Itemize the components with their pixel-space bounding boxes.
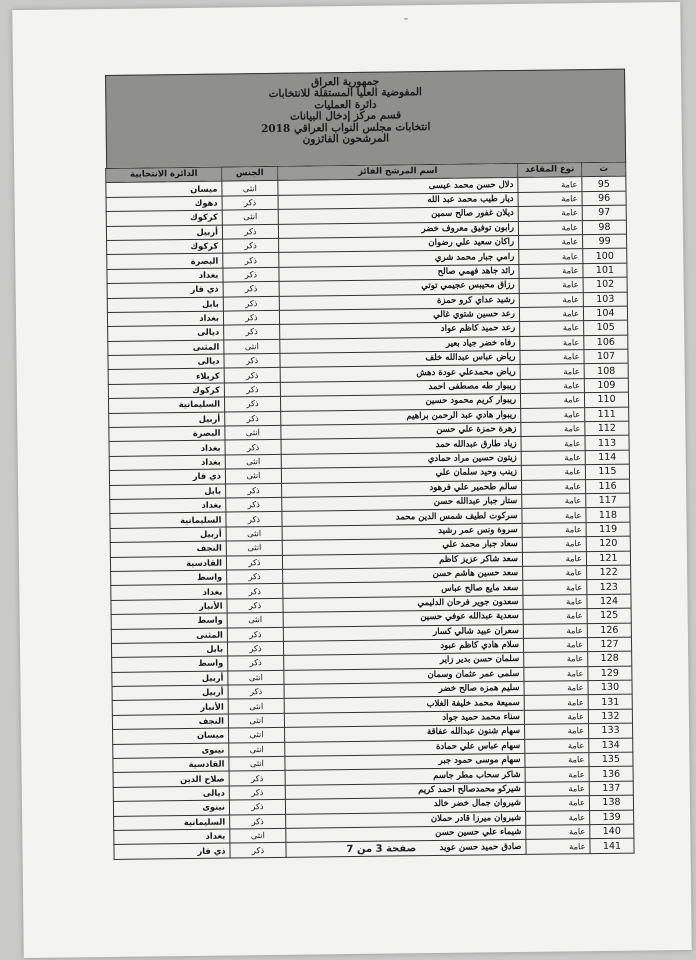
cell-gender: ذكر	[224, 325, 280, 340]
corner-mark: ـ	[404, 9, 408, 23]
cell-district: ديالى	[113, 786, 229, 802]
header-line-department: دائرة العمليات	[314, 98, 377, 112]
cell-name: رزاق محيبس عجيمي توتي	[279, 279, 519, 296]
cell-gender: ذكر	[228, 684, 284, 699]
cell-district: أربيل	[112, 685, 228, 701]
cell-name: شيروان ميرزا قادر حملان	[286, 811, 526, 828]
cell-gender: انثى	[228, 713, 284, 728]
cell-gender: انثى	[226, 541, 282, 556]
cell-num: 132	[588, 709, 632, 724]
cell-district: كركوك	[108, 383, 224, 399]
cell-name: رشيد عداي كرو حمزة	[279, 293, 519, 310]
results-sheet	[105, 69, 635, 860]
cell-num: 116	[586, 479, 630, 494]
cell-name: سعران عبيد شالي كسار	[283, 624, 523, 641]
cell-gender: ذكر	[227, 598, 283, 613]
cell-type: عامة	[524, 695, 588, 710]
cell-gender: ذكر	[230, 843, 286, 858]
cell-num: 121	[586, 551, 630, 566]
cell-type: عامة	[520, 364, 584, 379]
cell-name: سلمى عمر عثمان وسمان	[284, 667, 524, 684]
cell-district: النجف	[112, 714, 228, 730]
cell-name: رائد جاهد فهمي صالح	[279, 264, 519, 281]
cell-num: 102	[583, 277, 627, 292]
cell-district: كربلاء	[108, 369, 224, 385]
cell-num: 117	[586, 493, 630, 508]
cell-district: بابل	[110, 484, 226, 500]
cell-type: عامة	[526, 839, 590, 854]
cell-num: 125	[587, 608, 631, 623]
cell-num: 141	[590, 838, 634, 853]
cell-district: نينوى	[113, 800, 229, 816]
cell-num: 108	[584, 364, 628, 379]
cell-num: 99	[583, 234, 627, 249]
cell-num: 115	[585, 464, 629, 479]
cell-name: رابون توفيق معروف خضر	[278, 221, 518, 238]
column-header-name: اسم المرشح الفائز	[278, 163, 518, 180]
cell-num: 130	[588, 680, 632, 695]
cell-name: سركوت لطيف شمس الدين محمد	[282, 509, 522, 526]
winners-table	[105, 162, 634, 860]
cell-name: ديار طيب محمد عبد الله	[278, 192, 518, 209]
cell-type: عامة	[519, 292, 583, 307]
cell-num: 104	[583, 306, 627, 321]
cell-gender: ذكر	[222, 224, 278, 239]
cell-district: السليمانية	[110, 512, 226, 528]
column-header-gender: الجنس	[222, 166, 278, 181]
cell-name: زياد طارق عبدالله حمد	[281, 437, 521, 454]
cell-gender: ذكر	[224, 368, 280, 383]
cell-num: 107	[584, 349, 628, 364]
cell-type: عامة	[523, 566, 587, 581]
cell-gender: انثى	[222, 181, 278, 196]
cell-name: ريبوار كريم محمود حسين	[280, 394, 520, 411]
cell-gender: انثى	[228, 670, 284, 685]
cell-district: المثنى	[108, 340, 224, 356]
cell-num: 120	[586, 536, 630, 551]
document-page	[12, 2, 692, 958]
cell-num: 109	[584, 378, 628, 393]
header-line-commission: المفوضية العليا المستقلة للانتخابات	[268, 86, 423, 101]
cell-gender: ذكر	[226, 497, 282, 512]
cell-type: عامة	[520, 321, 584, 336]
cell-num: 106	[584, 335, 628, 350]
cell-gender: انثى	[230, 828, 286, 843]
cell-name: راكان سعيد علي رضوان	[279, 235, 519, 252]
column-header-district: الدائرة الانتخابية	[106, 167, 222, 183]
cell-type: عامة	[525, 753, 589, 768]
cell-num: 119	[586, 522, 630, 537]
cell-gender: ذكر	[227, 641, 283, 656]
cell-gender: ذكر	[226, 512, 282, 527]
cell-name: ستار جبار عبدالله حسن	[282, 494, 522, 511]
cell-gender: انثى	[225, 469, 281, 484]
cell-name: سميعة محمد خليفة الغلاب	[284, 696, 524, 713]
cell-gender: ذكر	[226, 483, 282, 498]
cell-num: 118	[586, 507, 630, 522]
cell-name: سعدون جوير فرحان الدليمي	[283, 595, 523, 612]
cell-gender: انثى	[226, 526, 282, 541]
cell-type: عامة	[519, 263, 583, 278]
cell-num: 100	[583, 248, 627, 263]
cell-gender: ذكر	[223, 267, 279, 282]
cell-num: 136	[589, 766, 633, 781]
cell-num: 124	[587, 594, 631, 609]
cell-type: عامة	[526, 825, 590, 840]
cell-district: أربيل	[110, 527, 226, 543]
cell-district: ديالى	[108, 325, 224, 341]
cell-name: شيماء علي حسين حسن	[286, 825, 526, 842]
cell-name: سالم طحمير علي فرهود	[282, 480, 522, 497]
cell-name: سهام عباس علي حمادة	[285, 739, 525, 756]
cell-district: البصرة	[109, 426, 225, 442]
page-number: صفحة 3 من 7	[346, 843, 417, 856]
cell-gender: ذكر	[225, 440, 281, 455]
cell-gender: انثى	[229, 728, 285, 743]
cell-district: دهوك	[106, 196, 222, 212]
cell-name: زينب وحيد سلمان علي	[281, 466, 521, 483]
cell-district: بغداد	[111, 584, 227, 600]
cell-gender: ذكر	[223, 296, 279, 311]
cell-type: عامة	[523, 623, 587, 638]
cell-district: ميسان	[106, 181, 222, 197]
cell-num: 98	[582, 220, 626, 235]
cell-gender: ذكر	[229, 771, 285, 786]
cell-type: عامة	[525, 796, 589, 811]
cell-district: النجف	[110, 541, 226, 557]
cell-district: بابل	[107, 297, 223, 313]
cell-num: 140	[590, 824, 634, 839]
cell-district: واسط	[111, 613, 227, 629]
cell-num: 122	[587, 565, 631, 580]
cell-num: 138	[589, 795, 633, 810]
cell-gender: ذكر	[224, 353, 280, 368]
cell-district: واسط	[111, 570, 227, 586]
cell-district: بغداد	[109, 455, 225, 471]
header-line-winners: المرشحون الفائزون	[302, 132, 390, 146]
cell-num: 110	[584, 392, 628, 407]
cell-type: عامة	[518, 177, 582, 192]
cell-type: عامة	[520, 393, 584, 408]
cell-district: أربيل	[109, 412, 225, 428]
cell-district: بغداد	[107, 311, 223, 327]
cell-type: عامة	[522, 522, 586, 537]
cell-gender: ذكر	[224, 382, 280, 397]
cell-gender: ذكر	[223, 238, 279, 253]
cell-gender: ذكر	[223, 310, 279, 325]
cell-type: عامة	[520, 335, 584, 350]
cell-type: عامة	[518, 191, 582, 206]
cell-name: سناء محمد حميد جواد	[284, 710, 524, 727]
cell-district: ذي قار	[114, 843, 230, 859]
cell-gender: ذكر	[227, 584, 283, 599]
cell-type: عامة	[521, 422, 585, 437]
cell-type: عامة	[524, 709, 588, 724]
cell-type: عامة	[521, 436, 585, 451]
cell-name: ريبوار هادي عبد الرحمن براهيم	[281, 408, 521, 425]
cell-name: رعد حسين شتوي غالي	[279, 307, 519, 324]
cell-type: عامة	[523, 580, 587, 595]
cell-district: كركوك	[106, 210, 222, 226]
cell-type: عامة	[522, 508, 586, 523]
cell-gender: انثى	[225, 454, 281, 469]
cell-gender: انثى	[228, 699, 284, 714]
cell-district: الأنبار	[112, 699, 228, 715]
cell-name: دلال حسن محمد عيسى	[278, 178, 518, 195]
cell-num: 137	[589, 781, 633, 796]
cell-type: عامة	[522, 551, 586, 566]
header-line-section: قسم مركز إدخال البيانات	[289, 109, 402, 123]
cell-num: 129	[588, 666, 632, 681]
cell-gender: ذكر	[230, 814, 286, 829]
cell-type: عامة	[522, 494, 586, 509]
cell-type: عامة	[521, 407, 585, 422]
cell-gender: ذكر	[227, 627, 283, 642]
cell-name: سلام هادي كاظم عبود	[283, 638, 523, 655]
cell-gender: ذكر	[222, 195, 278, 210]
cell-name: سعد مايع صالح عباس	[283, 581, 523, 598]
cell-district: السليمانية	[108, 397, 224, 413]
cell-type: عامة	[523, 609, 587, 624]
cell-type: عامة	[525, 767, 589, 782]
cell-type: عامة	[525, 724, 589, 739]
cell-gender: ذكر	[223, 253, 279, 268]
column-header-type: نوع المقاعد	[518, 163, 582, 178]
cell-type: عامة	[524, 652, 588, 667]
cell-num: 131	[588, 695, 632, 710]
cell-name: سعدية عبدالله عوفي حسين	[283, 610, 523, 627]
cell-gender: ذكر	[226, 555, 282, 570]
cell-name: رياض محمدعلي عودة دهش	[280, 365, 520, 382]
cell-name: ريبوار طه مصطفى احمد	[280, 379, 520, 396]
cell-num: 105	[584, 320, 628, 335]
cell-gender: ذكر	[225, 411, 281, 426]
cell-name: سهام شنون عبدالله عفاقة	[285, 725, 525, 742]
cell-num: 112	[585, 421, 629, 436]
cell-type: عامة	[522, 479, 586, 494]
cell-name: رفاه خضر جياد بعير	[280, 336, 520, 353]
header-line-country: جمهورية العراق	[310, 75, 380, 89]
cell-num: 103	[583, 292, 627, 307]
cell-num: 111	[585, 407, 629, 422]
cell-gender: انثى	[225, 425, 281, 440]
cell-name: رياض عباس عبدالله خلف	[280, 351, 520, 368]
cell-name: سعد حسين هاشم حسن	[283, 566, 523, 583]
cell-type: عامة	[525, 781, 589, 796]
cell-gender: ذكر	[227, 569, 283, 584]
cell-district: بغداد	[110, 498, 226, 514]
cell-name: زهرة حمزة علي حسن	[281, 422, 521, 439]
cell-name: سلمان حسن بدير زاير	[284, 653, 524, 670]
cell-name: زيتون حسين مراد حمادي	[281, 451, 521, 468]
cell-district: الأنبار	[111, 599, 227, 615]
cell-name: شيركو محمدصالح احمد كريم	[285, 782, 525, 799]
column-header-num: ت	[582, 162, 626, 177]
cell-gender: ذكر	[224, 397, 280, 412]
cell-type: عامة	[522, 537, 586, 552]
cell-type: عامة	[518, 206, 582, 221]
cell-district: أربيل	[112, 671, 228, 687]
cell-name: رامي جبار محمد شري	[279, 250, 519, 267]
cell-gender: ذكر	[228, 656, 284, 671]
cell-district: البصرة	[107, 253, 223, 269]
cell-num: 97	[582, 205, 626, 220]
cell-name: سهام موسى حمود جبر	[285, 753, 525, 770]
cell-num: 134	[589, 738, 633, 753]
cell-type: عامة	[521, 450, 585, 465]
cell-district: بغداد	[114, 829, 230, 845]
cell-name: شيروان جمال خضر خالد	[285, 797, 525, 814]
cell-num: 139	[590, 810, 634, 825]
cell-district: ميسان	[113, 728, 229, 744]
cell-gender: انثى	[224, 339, 280, 354]
cell-num: 126	[587, 623, 631, 638]
cell-district: المثنى	[111, 628, 227, 644]
cell-name: سروة ونس عمر رشيد	[282, 523, 522, 540]
cell-district: ديالى	[108, 354, 224, 370]
cell-type: عامة	[520, 379, 584, 394]
cell-name: سعاد جبار محمد علي	[282, 538, 522, 555]
table-body	[106, 177, 634, 860]
cell-name: ديلان غفور صالح سمين	[278, 207, 518, 224]
cell-gender: انثى	[227, 612, 283, 627]
cell-name: سليم همزه صالح خضر	[284, 681, 524, 698]
cell-type: عامة	[524, 666, 588, 681]
header-lines	[166, 75, 525, 148]
cell-name: رعد حميد كاظم عواد	[280, 322, 520, 339]
cell-num: 127	[587, 637, 631, 652]
header-line-election: انتخابات مجلس النواب العراقي 2018	[260, 120, 431, 135]
cell-district: واسط	[112, 656, 228, 672]
cell-type: عامة	[524, 681, 588, 696]
cell-district: بابل	[111, 642, 227, 658]
cell-type: عامة	[518, 220, 582, 235]
cell-district: كركوك	[107, 239, 223, 255]
cell-gender: انثى	[229, 756, 285, 771]
cell-district: السليمانية	[114, 815, 230, 831]
cell-gender: ذكر	[229, 800, 285, 815]
cell-type: عامة	[519, 249, 583, 264]
cell-type: عامة	[520, 350, 584, 365]
cell-num: 123	[587, 579, 631, 594]
cell-num: 133	[588, 723, 632, 738]
cell-num: 95	[582, 177, 626, 192]
cell-name: شاكر سحاب مطر جاسم	[285, 768, 525, 785]
cell-type: عامة	[525, 738, 589, 753]
cell-type: عامة	[526, 810, 590, 825]
cell-gender: ذكر	[223, 282, 279, 297]
document-header	[105, 69, 626, 168]
cell-district: بغداد	[109, 440, 225, 456]
cell-gender: انثى	[222, 210, 278, 225]
cell-num: 114	[585, 450, 629, 465]
cell-num: 96	[582, 191, 626, 206]
cell-type: عامة	[521, 465, 585, 480]
cell-district: صلاح الدين	[113, 771, 229, 787]
cell-type: عامة	[523, 638, 587, 653]
cell-num: 135	[589, 752, 633, 767]
cell-type: عامة	[519, 278, 583, 293]
cell-district: ذي قار	[107, 282, 223, 298]
cell-num: 128	[588, 651, 632, 666]
cell-type: عامة	[519, 235, 583, 250]
cell-name: صادق حميد حسن عويد	[286, 840, 526, 857]
cell-district: بغداد	[107, 268, 223, 284]
cell-district: القادسية	[113, 757, 229, 773]
cell-num: 113	[585, 436, 629, 451]
cell-district: القادسية	[110, 556, 226, 572]
cell-name: سعد شاكر عزيز كاظم	[282, 552, 522, 569]
cell-type: عامة	[519, 307, 583, 322]
cell-num: 101	[583, 263, 627, 278]
cell-gender: انثى	[229, 742, 285, 757]
cell-type: عامة	[523, 594, 587, 609]
cell-gender: ذكر	[229, 785, 285, 800]
cell-district: نينوى	[113, 743, 229, 759]
cell-district: ذي قار	[109, 469, 225, 485]
cell-district: أربيل	[106, 225, 222, 241]
